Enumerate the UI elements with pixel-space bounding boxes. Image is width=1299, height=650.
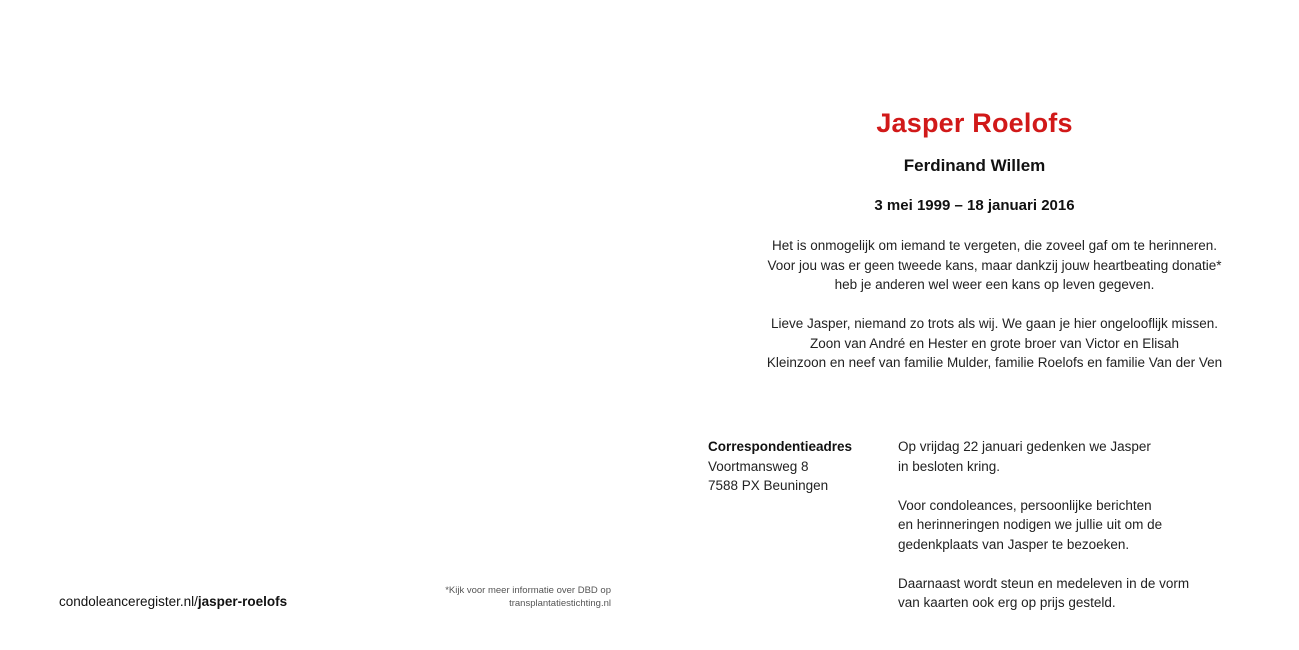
memorial-text bbox=[690, 236, 1299, 373]
condolence-register-link[interactable] bbox=[59, 594, 287, 609]
address-heading: Correspondentieadres bbox=[708, 439, 853, 454]
register-domain: condoleanceregister.nl/ bbox=[59, 594, 198, 609]
message-line: Daarnaast wordt steun en medeleven in de vorm bbox=[898, 575, 1190, 591]
paragraph-gap bbox=[898, 554, 1189, 574]
memorial-line: Het is onmogelijk om iemand te vergeten, die zoveel gaf om te herinneren. bbox=[772, 238, 1217, 253]
register-slug: jasper-roelofs bbox=[197, 594, 288, 609]
right-page bbox=[650, 0, 1299, 650]
message-line: gedenkplaats van Jasper te bezoeken. bbox=[898, 536, 1130, 552]
dbd-footnote bbox=[360, 584, 611, 610]
message-line: Op vrijdag 22 januari gedenken we Jasper bbox=[898, 439, 1151, 454]
correspondence-address bbox=[708, 437, 852, 496]
deceased-given-names: Ferdinand Willem bbox=[903, 156, 1046, 175]
memorial-line: Zoon van André en Hester en grote broer van Victor en Elisah bbox=[810, 335, 1179, 351]
family-message bbox=[898, 437, 1189, 613]
memorial-line: Lieve Jasper, niemand zo trots als wij. We gaan je hier ongelooflijk missen. bbox=[771, 316, 1218, 331]
message-line: in besloten kring. bbox=[898, 458, 1001, 474]
message-line: van kaarten ook erg op prijs gesteld. bbox=[898, 595, 1116, 610]
message-line: Voor condoleances, persoonlijke berichten bbox=[898, 497, 1152, 513]
life-dates: 3 mei 1999 – 18 januari 2016 bbox=[874, 197, 1075, 214]
address-city: 7588 PX Beuningen bbox=[708, 478, 829, 493]
memorial-line: Kleinzoon en neef van familie Mulder, familie Roelofs en familie Van der Ven bbox=[766, 355, 1223, 370]
message-line: en herinneringen nodigen we jullie uit om de bbox=[898, 517, 1163, 532]
stanza-gap bbox=[690, 295, 1299, 315]
memorial-line: Voor jou was er geen tweede kans, maar dankzij jouw heartbeating donatie* bbox=[767, 257, 1222, 273]
paragraph-gap bbox=[898, 476, 1189, 496]
deceased-name: Jasper Roelofs bbox=[876, 108, 1073, 138]
memorial-line: heb je anderen wel weer een kans op leven gegeven. bbox=[834, 277, 1155, 292]
footnote-line: *Kijk voor meer informatie over DBD op bbox=[445, 585, 611, 596]
address-street: Voortmansweg 8 bbox=[708, 458, 809, 474]
footnote-line: transplantatiestichting.nl bbox=[509, 598, 611, 609]
